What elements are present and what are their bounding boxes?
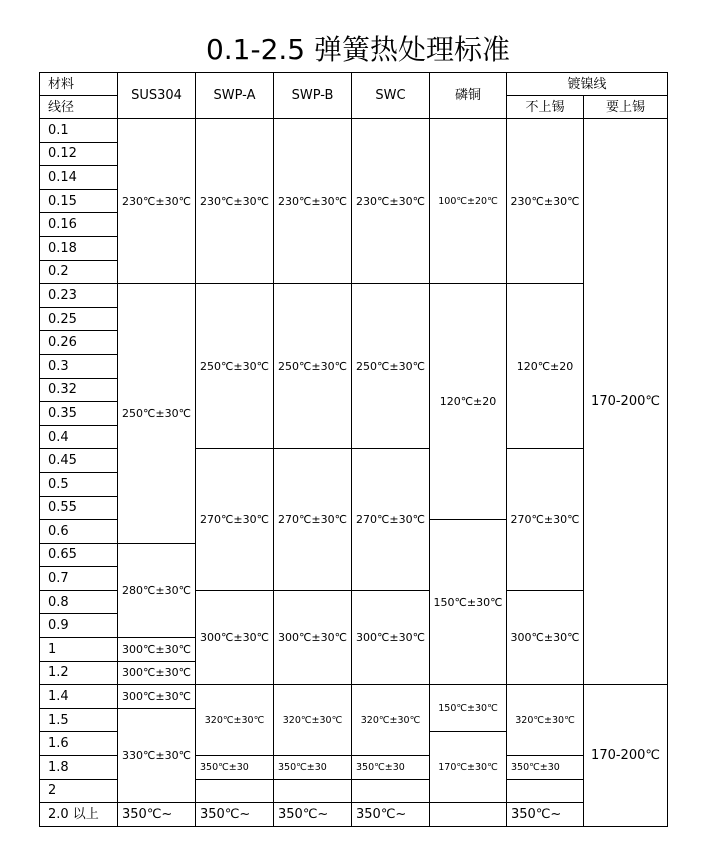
diameter-cell: 0.16: [40, 213, 118, 237]
swp-a-empty: [196, 779, 274, 803]
swc-value: 270℃±30℃: [352, 449, 430, 591]
diameter-cell: 1.6: [40, 732, 118, 756]
phosphor-copper-value: 170℃±30℃: [430, 732, 507, 803]
phosphor-copper-value: 120℃±20: [430, 284, 507, 520]
swp-a-value: 270℃±30℃: [196, 449, 274, 591]
diameter-cell: 2: [40, 779, 118, 803]
swp-b-value: 350℃±30: [274, 756, 352, 780]
header-swp-a: SWP-A: [196, 73, 274, 119]
header-diameter: 线径: [40, 96, 118, 119]
header-need-tin: 要上锡: [584, 96, 668, 119]
sus304-value: 230℃±30℃: [118, 119, 196, 284]
diameter-cell: 0.23: [40, 284, 118, 308]
swp-b-value: 230℃±30℃: [274, 119, 352, 284]
no-tin-value: 350℃±30: [507, 756, 584, 780]
diameter-cell: 0.2: [40, 260, 118, 284]
swp-a-value: 250℃±30℃: [196, 284, 274, 449]
diameter-cell: 0.26: [40, 331, 118, 355]
diameter-cell: 0.12: [40, 142, 118, 166]
header-material: 材料: [40, 73, 118, 96]
heat-treatment-table: [39, 72, 668, 827]
no-tin-value: 350℃~: [507, 803, 584, 827]
diameter-cell: 0.35: [40, 402, 118, 426]
swp-a-value: 350℃~: [196, 803, 274, 827]
swc-value: 250℃±30℃: [352, 284, 430, 449]
header-no-tin: 不上锡: [507, 96, 584, 119]
sus304-value: 300℃±30℃: [118, 661, 196, 685]
diameter-cell: 0.1: [40, 119, 118, 143]
phosphor-copper-value: 150℃±30℃: [430, 520, 507, 685]
swp-b-value: 250℃±30℃: [274, 284, 352, 449]
swp-a-value: 350℃±30: [196, 756, 274, 780]
swp-b-empty: [274, 779, 352, 803]
diameter-cell: 0.6: [40, 520, 118, 544]
header-sus304: SUS304: [118, 73, 196, 119]
swp-a-value: 300℃±30℃: [196, 590, 274, 684]
swc-value: 300℃±30℃: [352, 590, 430, 684]
diameter-cell: 1.5: [40, 708, 118, 732]
sus304-value: 250℃±30℃: [118, 284, 196, 544]
diameter-cell: 0.18: [40, 236, 118, 260]
sus304-value: 300℃±30℃: [118, 685, 196, 709]
header-swp-b: SWP-B: [274, 73, 352, 119]
no-tin-empty: [507, 779, 584, 803]
no-tin-value: 320℃±30℃: [507, 685, 584, 756]
diameter-cell: 2.0 以上: [40, 803, 118, 827]
swp-b-value: 350℃~: [274, 803, 352, 827]
diameter-cell: 0.45: [40, 449, 118, 473]
diameter-cell: 1: [40, 638, 118, 662]
swc-value: 320℃±30℃: [352, 685, 430, 756]
diameter-cell: 0.4: [40, 425, 118, 449]
no-tin-value: 120℃±20: [507, 284, 584, 449]
swp-a-value: 230℃±30℃: [196, 119, 274, 284]
sus304-value: 330℃±30℃: [118, 708, 196, 802]
diameter-cell: 0.25: [40, 307, 118, 331]
diameter-cell: 0.65: [40, 543, 118, 567]
diameter-cell: 1.8: [40, 756, 118, 780]
diameter-cell: 0.55: [40, 496, 118, 520]
swp-a-value: 320℃±30℃: [196, 685, 274, 756]
need-tin-value: 170-200℃: [584, 685, 668, 827]
sus304-value: 350℃~: [118, 803, 196, 827]
no-tin-value: 270℃±30℃: [507, 449, 584, 591]
diameter-cell: 0.15: [40, 189, 118, 213]
diameter-cell: 0.5: [40, 472, 118, 496]
phosphor-copper-value: 150℃±30℃: [430, 685, 507, 732]
sus304-value: 300℃±30℃: [118, 638, 196, 662]
diameter-cell: 0.3: [40, 354, 118, 378]
header-phosphor-copper: 磷铜: [430, 73, 507, 119]
no-tin-value: 300℃±30℃: [507, 590, 584, 684]
swc-value: 350℃±30: [352, 756, 430, 780]
phosphor-copper-empty: [430, 803, 507, 827]
diameter-cell: 0.7: [40, 567, 118, 591]
diameter-cell: 1.2: [40, 661, 118, 685]
swp-b-value: 300℃±30℃: [274, 590, 352, 684]
header-swc: SWC: [352, 73, 430, 119]
phosphor-copper-value: 100℃±20℃: [430, 119, 507, 284]
swp-b-value: 270℃±30℃: [274, 449, 352, 591]
page-title: 0.1-2.5 弹簧热处理标准: [205, 33, 511, 66]
diameter-cell: 1.4: [40, 685, 118, 709]
no-tin-value: 230℃±30℃: [507, 119, 584, 284]
diameter-cell: 0.14: [40, 166, 118, 190]
diameter-cell: 0.9: [40, 614, 118, 638]
swc-value: 350℃~: [352, 803, 430, 827]
diameter-cell: 0.8: [40, 590, 118, 614]
swc-value: 230℃±30℃: [352, 119, 430, 284]
swp-b-value: 320℃±30℃: [274, 685, 352, 756]
swc-empty: [352, 779, 430, 803]
diameter-cell: 0.32: [40, 378, 118, 402]
need-tin-value: 170-200℃: [584, 119, 668, 685]
header-plated-wire: 镀镍线: [507, 73, 668, 96]
sus304-value: 280℃±30℃: [118, 543, 196, 637]
